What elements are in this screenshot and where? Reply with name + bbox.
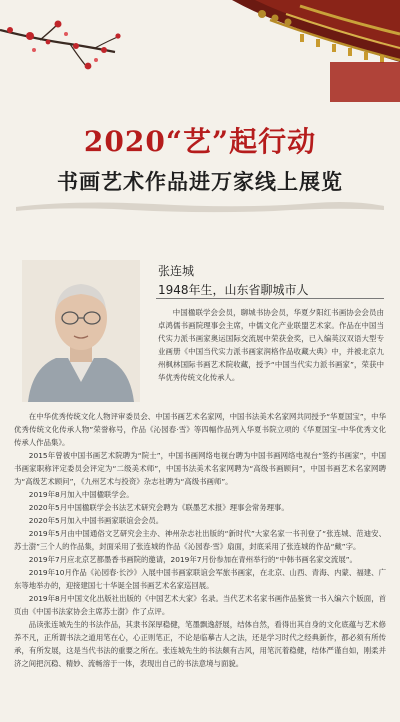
portrait-illustration: [22, 260, 140, 402]
bio-paragraph: 2015年曾被中国书画艺术院聘为“院士”，中国书画网络电视台聘为中国书画网络电视台“签约书画家”，中国书画家职称评定委员会评定为“二级美术师”，中国书法美术名家网聘为“高级书画顾问”，中国书画艺术名家网聘为“高级艺术顾问”，《九州艺术与投资》杂志社聘为“高级书画师”。: [14, 451, 386, 486]
artist-portrait: [22, 260, 140, 402]
bio-paragraph: 2019年10月作品《沁园春·长沙》入展中国书画家联谊会军旅书画家，在北京、山西、青海、内蒙、福建、广东等地举办的，迎接建国七十华诞全国书画艺术名家巡回展。: [14, 568, 386, 590]
bio-paragraph: 在中华优秀传统文化人物评审委员会、中国书画艺术名家网，中国书法美术名家网共同授予“华夏国宝”，中华优秀传统文化传承人物”荣誉称号，作品《沁园春·雪》等四幅作品列入华夏书院立项的《华夏国宝–中华优秀文化传承人作品集》。: [14, 412, 386, 447]
bio-paragraph: 2019年5月由中国通俗文艺研究会主办、神州杂志社出版的“新时代”大家名家一书刊登了“张连城、范迪安、苏士澍”三个人的作品集，封面采用了张连城的作品《沁园春·雪》扇面，封底采用了张连城的作品“戴”字。: [14, 529, 386, 551]
brush-stroke-divider: [14, 198, 386, 214]
artist-biography: [14, 410, 386, 670]
event-title: 2020“艺”起行动: [83, 125, 317, 158]
bio-paragraph: 2019年7月应北京艺都墨香书画院的邀请，2019年7月份参加在青州举行的“中韩书画名家交流展”。: [28, 555, 357, 564]
name-divider: [156, 298, 384, 299]
plum-blossom-and-palace-roof-illustration: [0, 0, 400, 125]
artist-origin: 1948年生，山东省聊城市人: [158, 283, 309, 297]
bio-paragraph: 2019年8月加入中国楹联学会。: [28, 490, 134, 499]
bio-paragraph: 品读张连城先生的书法作品，其隶书深厚稳健，笔墨飘逸舒展，结体自然，看得出其自身的文化底蕴与艺术修养不凡，正所谓书法之道用笔在心，心正则笔正，不论是临摹古人之法，还是学习时代之经典新作，都必须有所传承，有所发展，这是当代书法的重要之所在。张连城先生的书法颇有古风，用笔沉着稳健，结体严谨自如，刚柔并济之间把沉稳、精妙、流畅溶于一体，表现出自己的书法意境与面貌。: [14, 620, 386, 668]
artist-name: 张连城: [158, 264, 195, 278]
bio-paragraph: 2020年5月中国楹联学会书法艺术研究会聘为《联墨艺术报》理事会常务理事。: [28, 503, 289, 512]
event-subtitle: 书画艺术作品进万家线上展览: [57, 169, 343, 194]
bio-paragraph: 2020年5月加入中国书画家联谊会会员。: [28, 516, 164, 525]
artist-bio-intro: 中国楹联学会会员，聊城书协会员，华夏夕阳红书画协会会员由卓鸿儒书画院理事会主席，中儒文化产业联盟艺术家。作品在中国当代实力派书画家奥运国际交流展中荣获金奖，已入编英汉双语大型专业画册《中国当代实力派书画家润格作品收藏大典》中，并被北京九州枫林国际书画艺术院收藏，授予“中国当代实力派书画家”，荣获中华优秀传统文化传承人。: [158, 308, 384, 382]
header-artwork: [0, 0, 400, 125]
bio-paragraph: 2019年8月中国文化出版社出版的《中国艺术大家》名录。当代艺术名家书画作品鉴赏一书入编六个版面，首页由《中国书法家协会主席苏士澍》作了点评。: [14, 594, 386, 616]
